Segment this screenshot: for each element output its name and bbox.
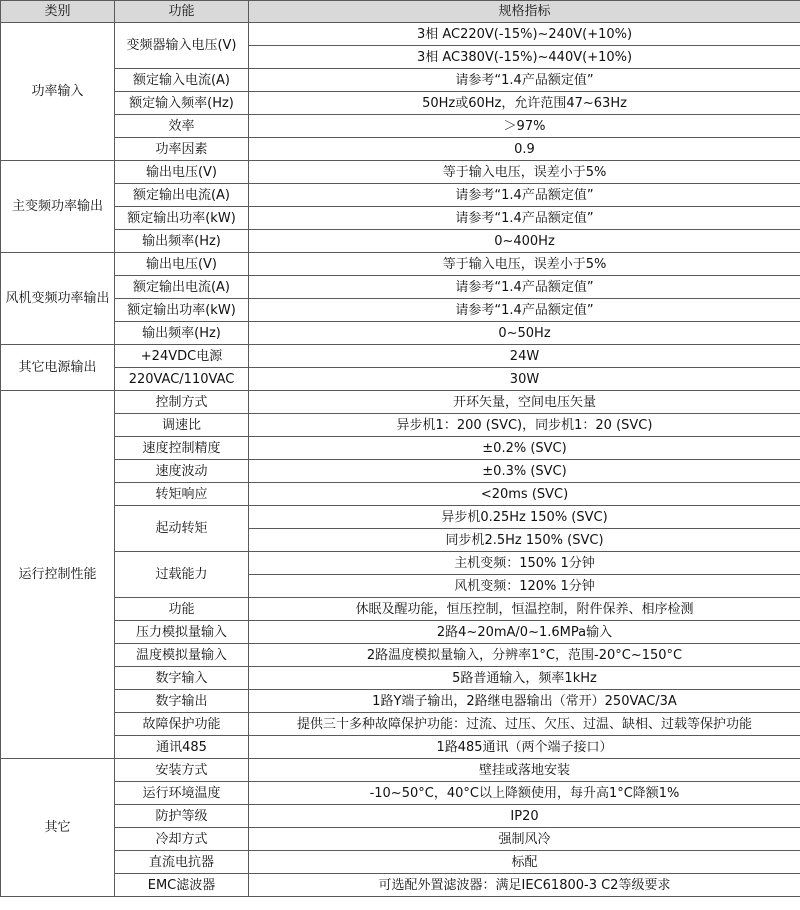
function-cell: 额定输入频率(Hz) <box>115 92 249 115</box>
table-row <box>1 759 800 782</box>
table-row <box>1 184 800 207</box>
table-row <box>1 391 800 414</box>
spec-cell: 等于输入电压，误差小于5% <box>249 161 800 184</box>
table-row <box>1 23 800 46</box>
function-cell: 额定输入电流(A) <box>115 69 249 92</box>
spec-cell: 请参考“1.4产品额定值” <box>249 276 800 299</box>
spec-cell: 0~50Hz <box>249 322 800 345</box>
function-cell: 调速比 <box>115 414 249 437</box>
table-row <box>1 483 800 506</box>
function-cell: EMC滤波器 <box>115 874 249 897</box>
function-cell: 220VAC/110VAC <box>115 368 249 391</box>
table-row <box>1 138 800 161</box>
spec-cell: 5路普通输入，频率1kHz <box>249 667 800 690</box>
function-cell: 功能 <box>115 598 249 621</box>
function-cell: 防护等级 <box>115 805 249 828</box>
function-cell: 输出频率(Hz) <box>115 230 249 253</box>
spec-cell: 等于输入电压，误差小于5% <box>249 253 800 276</box>
spec-cell: 2路温度模拟量输入，分辨率1°C，范围-20°C~150°C <box>249 644 800 667</box>
spec-cell: 可选配外置滤波器：满足IEC61800-3 C2等级要求 <box>249 874 800 897</box>
spec-cell: 1路485通讯（两个端子接口） <box>249 736 800 759</box>
table-row <box>1 782 800 805</box>
header-function: 功能 <box>115 1 249 23</box>
function-cell: 冷却方式 <box>115 828 249 851</box>
table-row <box>1 437 800 460</box>
function-cell: 额定输出功率(kW) <box>115 207 249 230</box>
function-cell: 安装方式 <box>115 759 249 782</box>
table-row <box>1 253 800 276</box>
table-row <box>1 161 800 184</box>
header-spec: 规格指标 <box>249 1 800 23</box>
table-row <box>1 69 800 92</box>
table-row <box>1 621 800 644</box>
spec-cell: 3相 AC220V(-15%)~240V(+10%) <box>249 23 800 46</box>
table-row <box>1 552 800 575</box>
function-cell: 运行环境温度 <box>115 782 249 805</box>
spec-cell: 强制风冷 <box>249 828 800 851</box>
table-row <box>1 874 800 897</box>
table-row <box>1 92 800 115</box>
function-cell: 效率 <box>115 115 249 138</box>
function-cell: 通讯485 <box>115 736 249 759</box>
table-row <box>1 115 800 138</box>
table-row <box>1 690 800 713</box>
function-cell: 控制方式 <box>115 391 249 414</box>
function-cell: 输出电压(V) <box>115 161 249 184</box>
function-cell: 直流电抗器 <box>115 851 249 874</box>
spec-cell: ±0.3% (SVC) <box>249 460 800 483</box>
spec-cell: 休眠及醒功能，恒压控制，恒温控制，附件保养、相序检测 <box>249 598 800 621</box>
spec-cell: 请参考“1.4产品额定值” <box>249 299 800 322</box>
table-row <box>1 230 800 253</box>
header-category: 类别 <box>1 1 115 23</box>
function-cell: 数字输出 <box>115 690 249 713</box>
spec-cell: 50Hz或60Hz，允许范围47~63Hz <box>249 92 800 115</box>
spec-cell: 0~400Hz <box>249 230 800 253</box>
category-cell: 其它 <box>1 759 115 897</box>
function-cell: 输出电压(V) <box>115 253 249 276</box>
spec-cell: 异步机1：200 (SVC)，同步机1：20 (SVC) <box>249 414 800 437</box>
spec-cell: ±0.2% (SVC) <box>249 437 800 460</box>
table-row <box>1 299 800 322</box>
table-row <box>1 713 800 736</box>
category-cell: 主变频功率输出 <box>1 161 115 253</box>
table-row <box>1 368 800 391</box>
function-cell: 额定输出电流(A) <box>115 184 249 207</box>
spec-cell: 标配 <box>249 851 800 874</box>
table-row <box>1 345 800 368</box>
spec-cell: 开环矢量，空间电压矢量 <box>249 391 800 414</box>
function-cell: 速度控制精度 <box>115 437 249 460</box>
table-row <box>1 276 800 299</box>
function-cell: 转矩响应 <box>115 483 249 506</box>
category-cell: 风机变频功率输出 <box>1 253 115 345</box>
function-cell: 额定输出电流(A) <box>115 276 249 299</box>
spec-cell: 异步机0.25Hz 150% (SVC) <box>249 506 800 529</box>
function-cell: 起动转矩 <box>115 506 249 552</box>
function-cell: 变频器输入电压(V) <box>115 23 249 69</box>
function-cell: 数字输入 <box>115 667 249 690</box>
spec-cell: 提供三十多种故障保护功能：过流、过压、欠压、过温、缺相、过载等保护功能 <box>249 713 800 736</box>
table-row <box>1 805 800 828</box>
spec-cell: 主机变频：150% 1分钟 <box>249 552 800 575</box>
table-row <box>1 207 800 230</box>
function-cell: 故障保护功能 <box>115 713 249 736</box>
spec-cell: 24W <box>249 345 800 368</box>
table-row <box>1 414 800 437</box>
function-cell: 温度模拟量输入 <box>115 644 249 667</box>
table-row <box>1 851 800 874</box>
spec-cell: 请参考“1.4产品额定值” <box>249 207 800 230</box>
table-body <box>1 23 800 897</box>
spec-cell: 2路4~20mA/0~1.6MPa输入 <box>249 621 800 644</box>
category-cell: 其它电源输出 <box>1 345 115 391</box>
category-cell: 功率输入 <box>1 23 115 161</box>
table-row <box>1 322 800 345</box>
spec-cell: 30W <box>249 368 800 391</box>
function-cell: 过载能力 <box>115 552 249 598</box>
function-cell: 输出频率(Hz) <box>115 322 249 345</box>
spec-cell: IP20 <box>249 805 800 828</box>
spec-cell: -10~50°C，40°C以上降额使用，每升高1°C降额1% <box>249 782 800 805</box>
table-row <box>1 460 800 483</box>
spec-cell: 请参考“1.4产品额定值” <box>249 69 800 92</box>
table-row <box>1 667 800 690</box>
spec-cell: 3相 AC380V(-15%)~440V(+10%) <box>249 46 800 69</box>
function-cell: 功率因素 <box>115 138 249 161</box>
function-cell: 速度波动 <box>115 460 249 483</box>
table-row <box>1 828 800 851</box>
spec-cell: 同步机2.5Hz 150% (SVC) <box>249 529 800 552</box>
header-row <box>1 1 800 23</box>
spec-cell: ＞97% <box>249 115 800 138</box>
spec-cell: 0.9 <box>249 138 800 161</box>
function-cell: 额定输出功率(kW) <box>115 299 249 322</box>
table-row <box>1 736 800 759</box>
function-cell: 压力模拟量输入 <box>115 621 249 644</box>
function-cell: +24VDC电源 <box>115 345 249 368</box>
spec-cell: 1路Y端子输出，2路继电器输出（常开）250VAC/3A <box>249 690 800 713</box>
category-cell: 运行控制性能 <box>1 391 115 759</box>
table-row <box>1 598 800 621</box>
table-row <box>1 506 800 529</box>
spec-cell: <20ms (SVC) <box>249 483 800 506</box>
spec-cell: 风机变频：120% 1分钟 <box>249 575 800 598</box>
table-row <box>1 644 800 667</box>
spec-cell: 请参考“1.4产品额定值” <box>249 184 800 207</box>
spec-cell: 壁挂或落地安装 <box>249 759 800 782</box>
